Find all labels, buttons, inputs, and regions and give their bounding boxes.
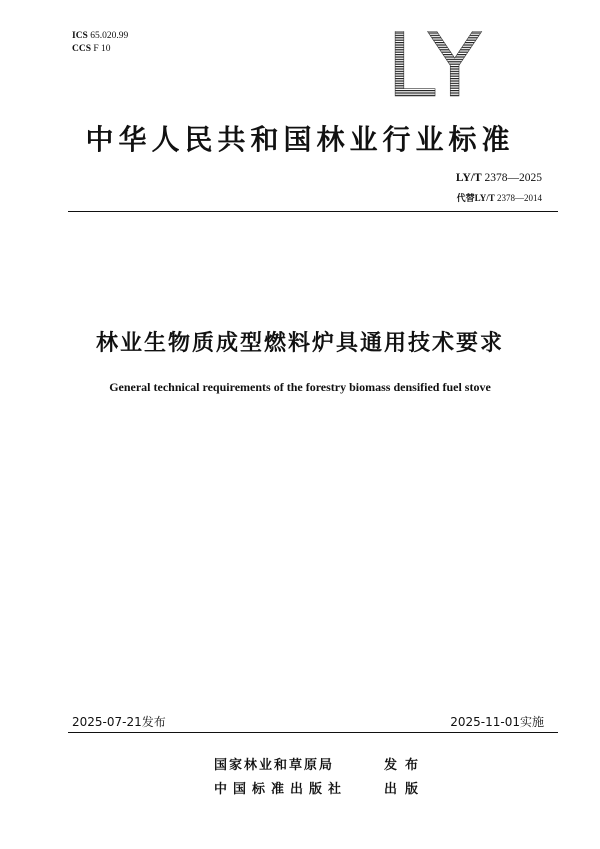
issue-date: 2025-07-21发布 [72,715,166,729]
ics-label: ICS [72,31,88,41]
classification-codes [72,30,128,55]
ccs-line [72,43,128,56]
ccs-label: CCS [72,43,92,54]
publisher-press: 中国标准出版社 [214,782,348,797]
title-chinese: 林业生物质成型燃料炉具通用技术要求 [95,331,504,356]
ics-line [72,30,128,43]
ccs-code: F 10 [93,43,111,54]
title-english: General technical requirements of the forestry biomass densified fuel stove [109,380,491,394]
ly-logo-text: LY [386,18,486,104]
effective-date: 2025-11-01实施 [450,715,544,729]
ics-code: 65.020.99 [90,31,129,41]
bottom-divider [68,732,558,733]
replaced-standard-number: 2378—2014 [497,193,542,203]
publisher-issuer: 国家林业和草原局 [214,758,335,773]
publisher-press-action: 出版 [384,782,427,797]
standard-number-value: 2378—2025 [484,172,542,184]
replaced-standard [457,191,542,204]
standard-number [456,172,542,184]
standard-organization: 中华人民共和国林业行业标准 [85,123,515,156]
standard-number-prefix: LY/T [455,172,482,184]
publisher-issuer-action: 发布 [384,758,427,773]
ly-logo [376,18,496,104]
replaced-standard-prefix: 代替LY/T [456,193,495,203]
top-divider [68,211,558,212]
